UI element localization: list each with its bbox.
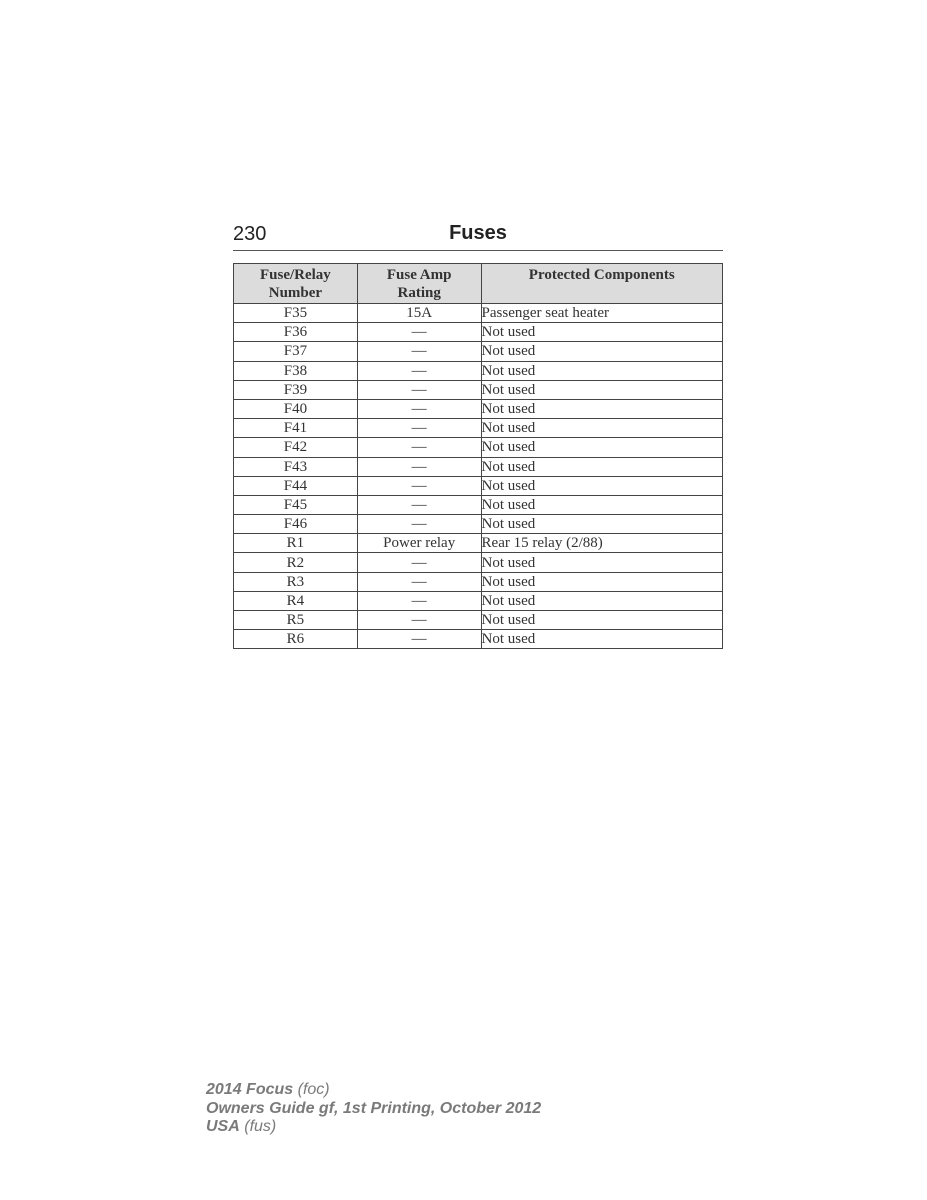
cell-components: Not used [481, 399, 722, 418]
table-row [234, 515, 723, 534]
page-title: Fuses [449, 222, 507, 244]
cell-rating: — [357, 495, 481, 514]
cell-number: R3 [234, 572, 358, 591]
cell-number: R6 [234, 630, 358, 649]
cell-rating: — [357, 361, 481, 380]
cell-components: Not used [481, 419, 722, 438]
cell-number: F37 [234, 342, 358, 361]
table-row [234, 361, 723, 380]
cell-rating: — [357, 591, 481, 610]
cell-number: F46 [234, 515, 358, 534]
cell-rating: — [357, 572, 481, 591]
footer-line-2: Owners Guide gf, 1st Printing, October 2012 [206, 1099, 542, 1117]
page-header [233, 222, 723, 251]
page-number: 230 [233, 223, 267, 245]
table-row [234, 304, 723, 323]
table-row [234, 495, 723, 514]
cell-number: F43 [234, 457, 358, 476]
cell-rating: — [357, 419, 481, 438]
cell-number: R5 [234, 611, 358, 630]
cell-number: F45 [234, 495, 358, 514]
cell-rating: — [357, 630, 481, 649]
cell-components: Not used [481, 361, 722, 380]
cell-components: Not used [481, 495, 722, 514]
cell-components: Not used [481, 457, 722, 476]
cell-components: Not used [481, 591, 722, 610]
cell-components: Not used [481, 611, 722, 630]
column-header-number: Fuse/Relay Number [234, 264, 358, 304]
cell-components: Not used [481, 630, 722, 649]
cell-number: F35 [234, 304, 358, 323]
table-row [234, 572, 723, 591]
cell-rating: — [357, 399, 481, 418]
column-header-rating: Fuse Amp Rating [357, 264, 481, 304]
cell-number: R4 [234, 591, 358, 610]
cell-rating: — [357, 553, 481, 572]
fuse-table [233, 263, 723, 649]
cell-rating: — [357, 380, 481, 399]
cell-rating: 15A [357, 304, 481, 323]
cell-number: F39 [234, 380, 358, 399]
table-body [234, 304, 723, 649]
cell-rating: — [357, 515, 481, 534]
cell-components: Not used [481, 342, 722, 361]
cell-number: F44 [234, 476, 358, 495]
cell-components: Not used [481, 553, 722, 572]
footer-line-1: 2014 Focus (foc) [206, 1081, 330, 1098]
cell-number: F38 [234, 361, 358, 380]
table-row [234, 591, 723, 610]
column-header-components: Protected Components [481, 264, 722, 304]
table-row [234, 457, 723, 476]
footer-line-3: USA (fus) [206, 1118, 277, 1135]
cell-components: Passenger seat heater [481, 304, 722, 323]
table-header-row [234, 264, 723, 304]
table-row [234, 342, 723, 361]
cell-components: Not used [481, 438, 722, 457]
cell-rating: — [357, 342, 481, 361]
cell-components: Not used [481, 380, 722, 399]
cell-rating: Power relay [357, 534, 481, 553]
cell-rating: — [357, 457, 481, 476]
table-row [234, 438, 723, 457]
cell-components: Not used [481, 572, 722, 591]
cell-number: F41 [234, 419, 358, 438]
cell-components: Rear 15 relay (2/88) [481, 534, 722, 553]
cell-components: Not used [481, 515, 722, 534]
cell-components: Not used [481, 476, 722, 495]
cell-rating: — [357, 438, 481, 457]
cell-rating: — [357, 476, 481, 495]
page-footer [206, 1081, 541, 1137]
table-row [234, 323, 723, 342]
table-row [234, 553, 723, 572]
cell-number: R1 [234, 534, 358, 553]
cell-number: R2 [234, 553, 358, 572]
cell-number: F36 [234, 323, 358, 342]
table-row [234, 399, 723, 418]
table-row [234, 476, 723, 495]
table-row [234, 534, 723, 553]
cell-number: F40 [234, 399, 358, 418]
table-row [234, 611, 723, 630]
table-row [234, 419, 723, 438]
cell-rating: — [357, 323, 481, 342]
table-row [234, 630, 723, 649]
cell-components: Not used [481, 323, 722, 342]
table-row [234, 380, 723, 399]
cell-number: F42 [234, 438, 358, 457]
cell-rating: — [357, 611, 481, 630]
